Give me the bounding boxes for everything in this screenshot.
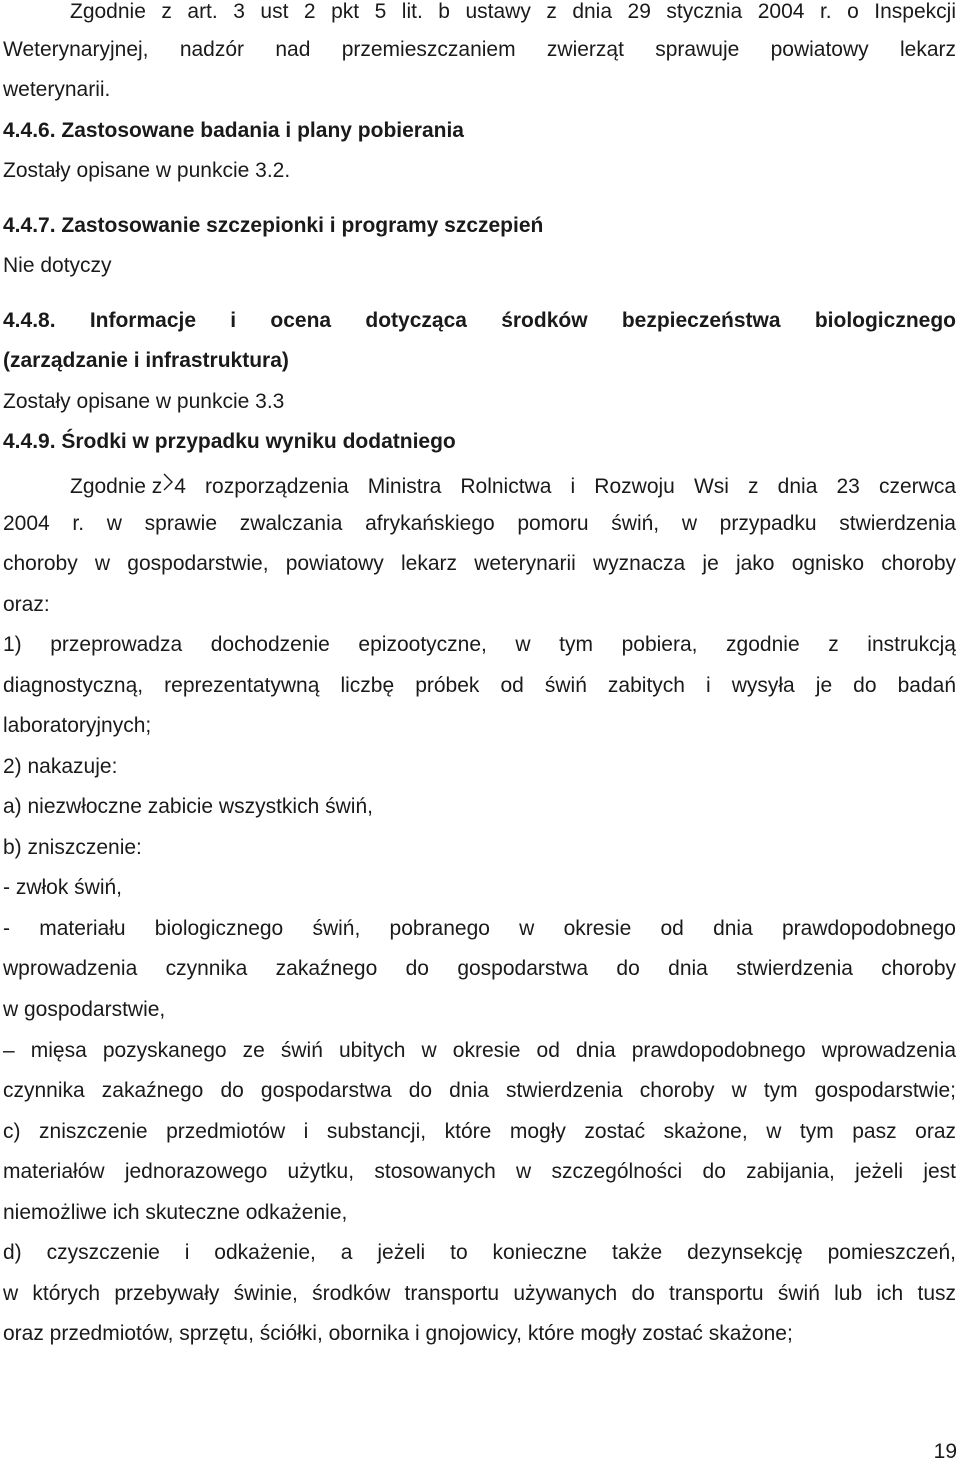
paragraph-line: Weterynaryjnej, nadzór nad przemieszczaniem zwierząt sprawuje powiatowy lekarz: [3, 38, 956, 61]
list-item: - materiału biologicznego świń, pobranego w okresie od dnia prawdopodobnego: [3, 917, 956, 940]
list-item-cont: materiałów jednorazowego użytku, stosowanych w szczególności do zabijania, jeżeli jest: [3, 1160, 956, 1183]
paragraph-line: 2004 r. w sprawie zwalczania afrykańskiego pomoru świń, w przypadku stwierdzenia: [3, 512, 956, 535]
paragraph-line: choroby w gospodarstwie, powiatowy lekarz weterynarii wyznacza je jako ognisko choroby: [3, 552, 956, 575]
paragraph-line: Zostały opisane w punkcie 3.3: [3, 390, 285, 413]
page-number: 19: [933, 1440, 957, 1463]
list-item: a) niezwłoczne zabicie wszystkich świń,: [3, 795, 373, 818]
section-heading-4-4-9: 4.4.9. Środki w przypadku wyniku dodatniego: [3, 430, 456, 453]
paragraph-line: Zostały opisane w punkcie 3.2.: [3, 159, 291, 182]
section-heading-4-4-7: 4.4.7. Zastosowanie szczepionki i programy szczepień: [3, 214, 544, 237]
list-item-cont: w gospodarstwie,: [3, 998, 166, 1021]
line-rest: 4 rozporządzenia Ministra Rolnictwa i Rozwoju Wsi z dnia 23 czerwca: [174, 475, 956, 498]
list-item: – mięsa pozyskanego ze świń ubitych w okresie od dnia prawdopodobnego wprowadzenia: [3, 1039, 956, 1062]
list-item-cont: laboratoryjnych;: [3, 714, 152, 737]
section-heading-4-4-6: 4.4.6. Zastosowane badania i plany pobierania: [3, 119, 464, 142]
list-item-cont: czynnika zakaźnego do gospodarstwa do dnia stwierdzenia choroby w tym gospodarstwie;: [3, 1079, 956, 1102]
section-symbol-icon: [162, 471, 174, 493]
line-prefix: Zgodnie z: [70, 475, 163, 498]
list-item-cont: w których przebywały świnie, środków transportu używanych do transportu świń lub ich tusz: [3, 1282, 956, 1305]
document-page: [3, 0, 956, 1464]
list-item: d) czyszczenie i odkażenie, a jeżeli to konieczne także dezynsekcję pomieszczeń,: [3, 1241, 956, 1264]
paragraph-line: weterynarii.: [3, 78, 111, 101]
list-item-cont: wprowadzenia czynnika zakaźnego do gospodarstwa do dnia stwierdzenia choroby: [3, 957, 956, 980]
section-heading-4-4-8: 4.4.8. Informacje i ocena dotycząca środków bezpieczeństwa biologicznego: [3, 309, 956, 332]
list-item: c) zniszczenie przedmiotów i substancji, które mogły zostać skażone, w tym pasz oraz: [3, 1120, 956, 1143]
list-item-cont: diagnostyczną, reprezentatywną liczbę próbek od świń zabitych i wysyła je do badań: [3, 674, 956, 697]
paragraph-line: Zgodnie z art. 3 ust 2 pkt 5 lit. b ustawy z dnia 29 stycznia 2004 r. o Inspekcji: [70, 0, 956, 23]
list-item: - zwłok świń,: [3, 876, 123, 899]
list-item-cont: oraz przedmiotów, sprzętu, ściółki, obornika i gnojowicy, które mogły zostać skażone;: [3, 1322, 793, 1345]
paragraph-line: Nie dotyczy: [3, 254, 112, 277]
paragraph-line: oraz:: [3, 593, 50, 616]
list-item-cont: niemożliwe ich skuteczne odkażenie,: [3, 1201, 348, 1224]
list-item: 2) nakazuje:: [3, 755, 118, 778]
list-item: b) zniszczenie:: [3, 836, 142, 859]
paragraph-line: [70, 471, 956, 499]
section-heading-4-4-8-cont: (zarządzanie i infrastruktura): [3, 349, 289, 372]
list-item: 1) przeprowadza dochodzenie epizootyczne, w tym pobiera, zgodnie z instrukcją: [3, 633, 956, 656]
